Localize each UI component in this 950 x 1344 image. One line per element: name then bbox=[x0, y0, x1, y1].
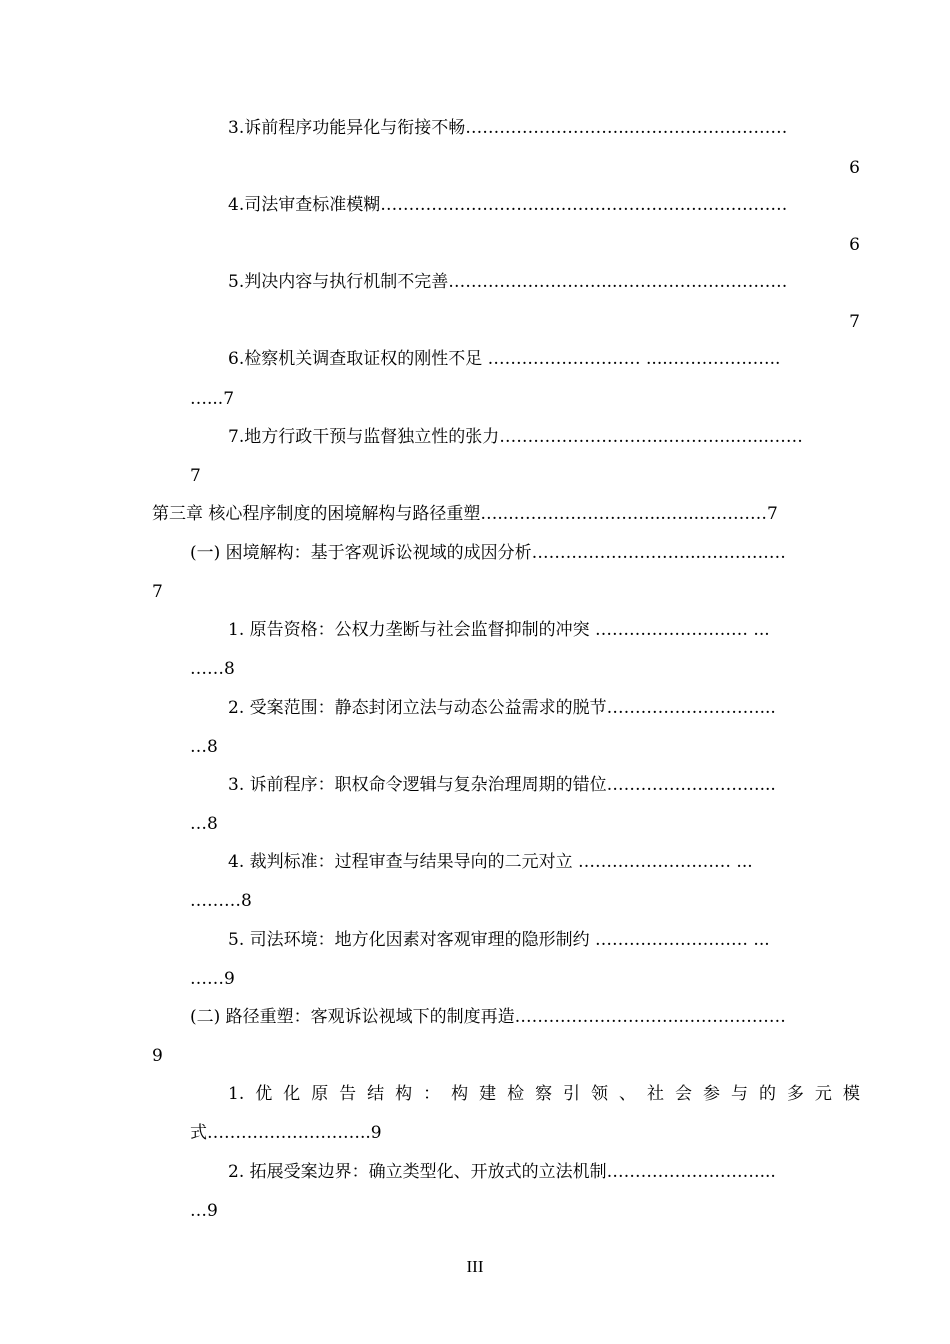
toc-entry-7-local-admin: 7.地方行政干预与监督独立性的张力………………………...………...…...…… bbox=[228, 427, 803, 447]
toc-entry-page-number: 7 bbox=[849, 312, 860, 332]
toc-entry-page-number: 6 bbox=[849, 158, 860, 178]
toc-entry-5-judgment: 5.判决内容与执行机制不完善………………………...………………………… bbox=[228, 272, 788, 292]
toc-entry-6-procuratorate: 6.检察机关调查取证权的刚性不足 ……………………… ....……………….. bbox=[228, 349, 781, 369]
toc-entry-continuation: …...7 bbox=[190, 389, 235, 409]
toc-entry-continuation: …8 bbox=[190, 737, 218, 757]
toc-entry-continuation: 式………………………..9 bbox=[190, 1123, 382, 1143]
toc-subentry-expand-scope: 2. 拓展受案边界：确立类型化、开放式的立法机制………………………... bbox=[228, 1162, 776, 1182]
page-number-footer: III bbox=[466, 1257, 484, 1276]
toc-entry-continuation: …9 bbox=[190, 1201, 218, 1221]
toc-subentry-scope: 2. 受案范围：静态封闭立法与动态公益需求的脱节………………………... bbox=[228, 698, 776, 718]
toc-entry-continuation: ……8 bbox=[190, 659, 235, 679]
toc-entry-continuation: ……9 bbox=[190, 969, 235, 989]
toc-section-2: (二) 路径重塑：客观诉讼视域下的制度再造………………………...……………… bbox=[190, 1007, 786, 1027]
toc-entry-4-judicial-review: 4.司法审查标准模糊………………………...…………………………………… bbox=[228, 195, 788, 215]
toc-chapter-3: 第三章 核心程序制度的困境解构与路径重塑…...……………………...…...…………7 bbox=[152, 504, 778, 524]
toc-entry-continuation: ………8 bbox=[190, 891, 252, 911]
toc-subentry-optimize-plaintiff: 1. 优 化 原 告 结 构 ： 构 建 检 察 引 领 、 社 会 参 与 的 多 元 模 bbox=[228, 1084, 860, 1104]
toc-entry-page-number: 7 bbox=[152, 582, 163, 602]
toc-entry-continuation: …8 bbox=[190, 814, 218, 834]
toc-subentry-judicial-env: 5. 司法环境：地方化因素对客观审理的隐形制约 ……………………… ... bbox=[228, 930, 770, 950]
toc-section-1: (一) 困境解构：基于客观诉讼视域的成因分析………………………...…………… bbox=[190, 543, 786, 563]
toc-subentry-adjudication: 4. 裁判标准：过程审查与结果导向的二元对立 ……………………… ... bbox=[228, 852, 753, 872]
toc-entry-page-number: 7 bbox=[190, 466, 201, 486]
toc-subentry-pre-litigation: 3. 诉前程序：职权命令逻辑与复杂治理周期的错位………………………... bbox=[228, 775, 776, 795]
toc-entry-page-number: 6 bbox=[849, 235, 860, 255]
toc-entry-3-pre-litigation: 3.诉前程序功能异化与衔接不畅………………………...……………………… bbox=[228, 118, 788, 138]
toc-subentry-plaintiff: 1. 原告资格：公权力垄断与社会监督抑制的冲突 ……………………… ... bbox=[228, 620, 770, 640]
toc-entry-page-number: 9 bbox=[152, 1046, 163, 1066]
